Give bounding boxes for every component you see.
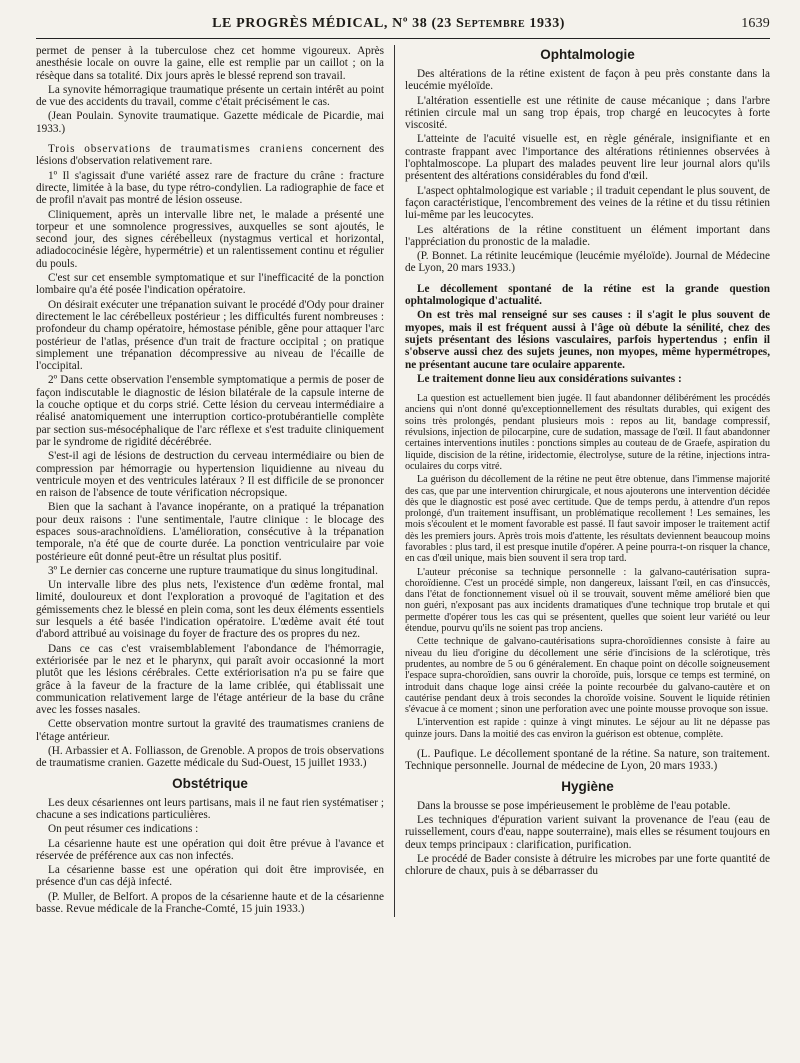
left-column bbox=[36, 45, 394, 917]
paragraph: 1º Il s'agissait d'une variété assez rare de fracture du crâne : fracture directe, limitée à la base, du type rétro-condylien. La radiographie de face et de profil n'avait pas montré de lésion osseuse. bbox=[36, 169, 384, 207]
paragraph: 3º Le dernier cas concerne une rupture traumatique du sinus longitudinal. bbox=[48, 564, 378, 577]
paragraph: 2º Dans cette observation l'ensemble symptomatique a permis de poser de façon indiscutable le diagnostic de lésion bilatérale de la capsule interne de la couche optique et du corps strié. Cette lésion du cerveau intermédiaire a réalisé anatomiquement une interruption cortico-protubérantielle complète par section sus-mésocéphalique de l'arc réflexe et s'est traduite cliniquement par le syndrome de rigidité décérébrée. bbox=[36, 374, 384, 448]
paragraph: Bien que la sachant à l'avance inopérante, on a pratiqué la trépanation pour deux raisons : l'une sentimentale, l'autre clinique : le blocage des espaces sous-arachnoïdiens. L'amélioration, consécutive à la trépanation temporale, n'a été que de courte durée. La ponction ventriculaire par voie postérieure eût donné peut-être un résultat plus positif. bbox=[36, 501, 384, 563]
section-heading-ophtalmologie: Ophtalmologie bbox=[540, 47, 635, 62]
paragraph: L'atteinte de l'acuité visuelle est, en règle générale, insignifiante et en contraste frappant avec l'importance des altérations rétiniennes observées à l'ophtalmoscope. La plupart des malades peuvent lire leur journal alors qu'ils présentent des altérations considérables du fond d'œil. bbox=[405, 133, 770, 183]
paragraph: La césarienne basse est une opération qui doit être improvisée, en présence d'un cas déjà infecté. bbox=[36, 864, 384, 889]
paragraph: Dans la brousse se pose impérieusement le problème de l'eau potable. bbox=[417, 799, 731, 812]
paragraph: permet de penser à la tuberculose chez cet homme vigoureux. Après anesthésie locale on ouvre la gaine, elle est remplie par un caillot ; on la résèque dans sa totalité. Dix jours après le blessé reprend son travail. bbox=[36, 45, 384, 82]
citation: (Jean Poulain. Synovite traumatique. Gazette médicale de Picardie, mai 1933.) bbox=[36, 110, 384, 135]
paragraph: Le décollement spontané de la rétine est la grande question ophtalmologique d'actualité. bbox=[405, 282, 770, 308]
paragraph: Les altérations de la rétine constituent un élément important dans l'appréciation du pronostic de la maladie. bbox=[405, 223, 770, 248]
quoted-paragraph: L'auteur préconise sa technique personnelle : la galvano-cautérisation supra-choroïdienne. C'est un procédé simple, non dangereux, laissant l'œil, en cas d'insuccès, dans l'état de fonctionnement visuel où il se trouvait, souvent même amélioré bien que non guéri, n'exposant pas aux incidents dramatiques d'une technique trop brutale et qui permette d'opérer tous les cas qui se présentent, quelles que soient leur variété ou leur étendue, pourvu qu'ils ne soient pas trop anciens. bbox=[405, 566, 770, 635]
article-lead bbox=[36, 143, 384, 168]
paragraph: Les techniques d'épuration varient suivant la provenance de l'eau (eau de ruissellement, cours d'eau, nappe souterraine), mais elles se résument toujours en deux temps principaux : clarification, purification. bbox=[405, 813, 770, 851]
paragraph: L'aspect ophtalmologique est variable ; il traduit cependant le plus souvent, de façon caractéristique, l'encombrement des veines de la rétine et du tissu rétinien lui-même par les leucocytes. bbox=[405, 184, 770, 222]
paragraph: La césarienne haute est une opération qui doit être prévue à l'avance et réservée de préférence aux cas non infectés. bbox=[36, 837, 384, 862]
page-number: 1639 bbox=[741, 16, 770, 31]
citation: (P. Bonnet. La rétinite leucémique (leucémie myéloïde). Journal de Médecine de Lyon, 20 mars 1933.) bbox=[405, 250, 770, 275]
paragraph: Un intervalle libre des plus nets, l'existence d'un œdème frontal, mal limité, douloureux et dont l'exploration a provoqué de l'agitation et des gémissements chez le blessé en plein coma, sont les deux éléments essentiels sur lesquels a été basée l'indication opératoire. L'œdème avait été tout d'abord attribué au voisinage du foyer de fracture des os propres du nez. bbox=[36, 579, 384, 641]
paragraph: L'altération essentielle est une rétinite de cause mécanique ; dans l'arbre rétinien circule mal un sang trop épais, trop chargé en leucocytes à forte viscosité. bbox=[405, 94, 770, 132]
paragraph: C'est sur cet ensemble symptomatique et sur l'inefficacité de la ponction lombaire qu'a été posée l'indication opératoire. bbox=[36, 272, 384, 297]
quoted-paragraph: La guérison du décollement de la rétine ne peut être obtenue, dans l'immense majorité des cas, que par une intervention chirurgicale, et nous ajouterons une intervention décidée dès que le diagnostic est posé avec certitude. Que de temps perdu, à attendre d'un repos prolongé, d'un traitement insuffisant, un problématique recollement ! Les semaines, les mois s'écoulent et le moment favorable est passé. Il faut savoir imposer le traitement actif dès les premiers jours. Après trois mois d'attente, les résultats deviennent beaucoup moins favorables : plus tard, il est presque inutile d'opérer. A peine pourra-t-on risquer la chance, en cas d'œil unique, mais bien souvent il sera trop tard. bbox=[405, 474, 770, 565]
paragraph: Cette observation montre surtout la gravité des traumatismes craniens de l'étage antérieur. bbox=[36, 718, 384, 743]
paragraph: S'est-il agi de lésions de destruction du cerveau intermédiaire ou bien de compression par hémorragie ou hypertension liquidienne au niveau du ventricule moyen et des ventricules latéraux ? Il est difficile de se prononcer en raison de l'absence de toute vérification nécropsique. bbox=[36, 450, 384, 500]
paragraph: La synovite hémorragique traumatique présente un certain intérêt au point de vue des accidents du travail, comme c'était précisément le cas. bbox=[36, 83, 384, 109]
paragraph: On est très mal renseigné sur ses causes : il s'agit le plus souvent de myopes, mais il est fréquent aussi à l'âge où débute la sénilité, chez des sujets présentant des lésions vasculaires, parfois hypertendus ; enfin il s'observe aussi chez des sujets jeunes, non myopes, même hypermétropes, ne présentant aucune tare oculaire apparente. bbox=[405, 309, 770, 371]
lead-rest: concernent des lésions d'observation relativement rare. bbox=[36, 143, 385, 168]
citation: (L. Paufique. Le décollement spontané de la rétine. Sa nature, son traitement. Technique personnelle. Journal de médecine de Lyon, 20 mars 1933.) bbox=[405, 748, 770, 773]
quoted-paragraph: L'intervention est rapide : quinze à vingt minutes. Le séjour au lit ne dépasse pas quinze jours. Dans la moitié des cas environ la guérison est obtenue, complète. bbox=[405, 717, 770, 740]
paragraph: Le traitement donne lieu aux considérations suivantes : bbox=[417, 372, 682, 385]
section-heading-hygiene: Hygiène bbox=[561, 778, 614, 794]
two-column-body bbox=[36, 45, 770, 917]
paragraph: Dans ce cas c'est vraisemblablement l'abondance de l'hémorragie, extériorisée par le nez et le pharynx, qui paraît avoir occasionné la mort plutôt que les lésions cérébrales. Cette extériorisation n'a pu se faire que grâce à la faveur de la fracture de la lame criblée, qui établissait une communication relativement large de l'étage antérieur de la base du crâne avec les fosses nasales. bbox=[36, 642, 384, 717]
quoted-paragraph: Cette technique de galvano-cautérisations supra-choroïdiennes consiste à faire au niveau du lieu d'origine du décollement une série d'incisions de la sclérotique, très prudentes, au nombre de 5 ou 6 généralement. En chaque point on décolle soigneusement l'espace supra-choroïdien, sans ouvrir la choroïde, puis, lorsque ce temps est terminé, on introduit dans chaque loge ainsi créée la pointe recourbée du galvano-cautère et on cautérise pendant deux à trois secondes la choroïde voisine. Souvent le liquide rétinien s'évacue à ce moment ; sinon une perforation avec une pointe mousse provoque son issue. bbox=[405, 636, 770, 716]
lead-phrase: Trois observations de traumatismes craniens bbox=[48, 143, 304, 156]
citation: (P. Muller, de Belfort. A propos de la césarienne haute et de la césarienne basse. Revue médicale de la Franche-Comté, 15 juin 1933.) bbox=[36, 890, 384, 915]
page-header bbox=[36, 16, 770, 39]
citation: (H. Arbassier et A. Folliasson, de Grenoble. A propos de trois observations de traumatisme cranien. Gazette médicale du Sud-Ouest, 15 juillet 1933.) bbox=[36, 745, 384, 770]
paragraph: Des altérations de la rétine existent de façon à peu près constante dans la leucémie myéloïde. bbox=[405, 68, 770, 93]
paragraph: Cliniquement, après un intervalle libre net, le malade a présenté une torpeur et une somnolence progressives, auxquelles se sont ajoutés, le second jour, des signes cérébelleux (nystagmus vertical et horizontal, adiadococinésie légère, hypermétrie) et un ralentissement continu et régulier du pouls. bbox=[36, 208, 384, 270]
journal-title: LE PROGRÈS MÉDICAL, Nº 38 (23 Septembre 1933) bbox=[212, 16, 566, 31]
section-heading-obstetrique: Obstétrique bbox=[172, 775, 248, 791]
quoted-paragraph: La question est actuellement bien jugée. Il faut abandonner délibérément les procédés anciens qui n'ont donné qu'exceptionnellement des résultats durables, qui exigent des soins très prolongés, pendant plusieurs mois : repos au lit, bandage compressif, révulsions, injection de pilocarpine, cure de sudation, massage de l'œil. Il faut abandonner certaines interventions inutiles : ponctions simples au couteau de de Graefe, aspiration du liquide, discision de la rétine, iridectomie, électrolyse, suture de la rétine, injections intra-oculaires du corps vitré. bbox=[405, 393, 770, 472]
paragraph: On peut résumer ces indications : bbox=[48, 823, 199, 836]
paragraph: On désirait exécuter une trépanation suivant le procédé d'Ody pour drainer directement le lac cérébelleux postérieur ; les difficultés furent nombreuses : profondeur du champ opératoire, hémostase pénible, gêne pour attaquer l'arc postérieur de l'atlas, présence d'un trait de fracture occipital ; on pratique simplement une trépanation décompressive au niveau de l'écaille de l'occipital. bbox=[36, 298, 384, 373]
right-column bbox=[394, 45, 770, 917]
paragraph: Le procédé de Bader consiste à détruire les microbes par une forte quantité de chlorure de chaux, puis à se débarrasser du bbox=[405, 852, 770, 878]
paragraph: Les deux césariennes ont leurs partisans, mais il ne faut rien systématiser ; chacune a ses indications particulières. bbox=[36, 796, 384, 821]
